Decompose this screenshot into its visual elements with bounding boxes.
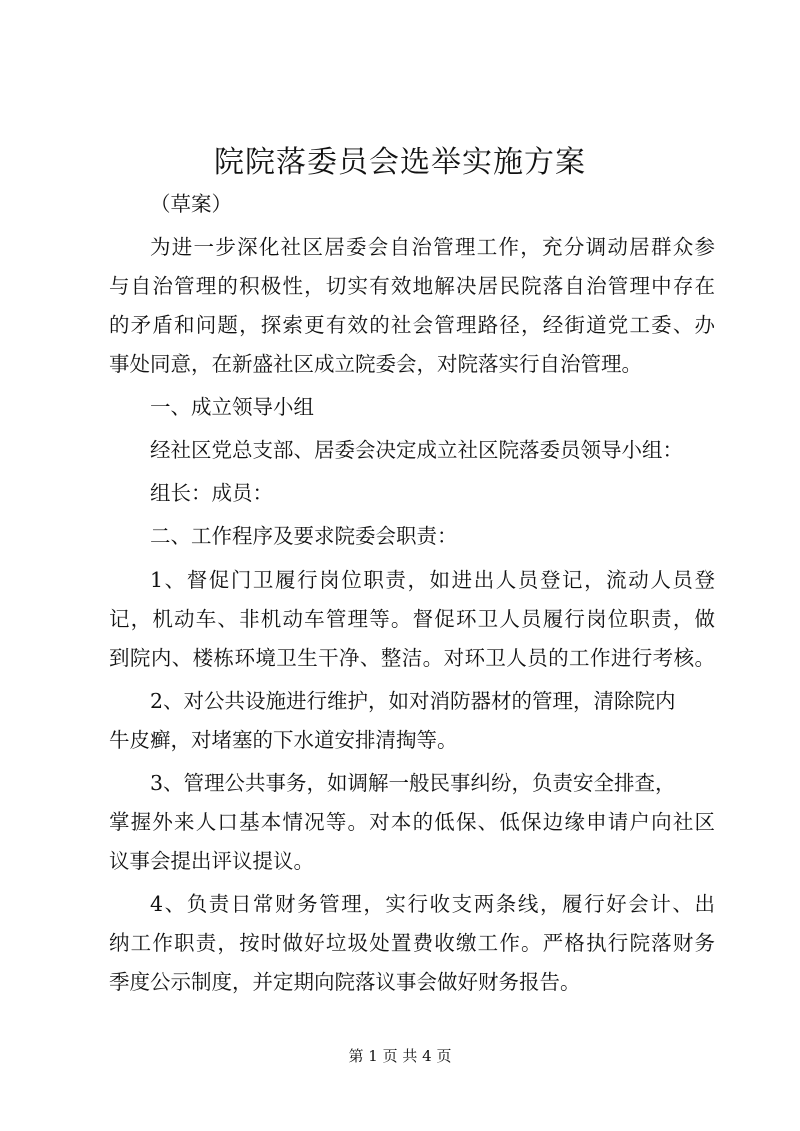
paragraph-line: 季度公示制度，并定期向院落议事会做好财务报告。: [109, 970, 581, 994]
section-heading: 二、工作程序及要求院委会职责：: [150, 524, 458, 548]
section-heading: 一、成立领导小组: [150, 395, 314, 419]
paragraph-line: 2、对公共设施进行维护，如对消防器材的管理，清除院内: [150, 689, 676, 713]
paragraph-line: 牛皮癣，对堵塞的下水道安排清掏等。: [109, 728, 458, 752]
paragraph-line: 掌握外来人口基本情况等。对本的低保、低保边缘申请户向社区: [109, 810, 715, 834]
paragraph-line: 3、管理公共事务，如调解一般民事纠纷，负责安全排查，: [150, 771, 676, 795]
paragraph-line: 记，机动车、非机动车管理等。督促环卫人员履行岗位职责，做: [109, 607, 715, 631]
draft-note: （草案）: [150, 192, 232, 216]
paragraph-line: 与自治管理的积极性，切实有效地解决居民院落自治管理中存在: [109, 274, 715, 298]
paragraph-line: 事处同意，在新盛社区成立院委会，对院落实行自治管理。: [109, 352, 642, 376]
paragraph-line: 议事会提出评议提议。: [109, 849, 314, 873]
document-title: 院院落委员会选举实施方案: [214, 145, 586, 180]
paragraph-line: 4、负责日常财务管理，实行收支两条线，履行好会计、出: [150, 892, 715, 916]
paragraph-line: 组长：成员：: [150, 481, 273, 505]
page-number: 第 1 页 共 4 页: [348, 1047, 452, 1065]
paragraph-line: 的矛盾和问题，探索更有效的社会管理路径，经街道党工委、办: [109, 313, 715, 337]
paragraph-line: 经社区党总支部、居委会决定成立社区院落委员领导小组：: [150, 438, 683, 462]
paragraph-line: 到院内、楼栋环境卫生干净、整洁。对环卫人员的工作进行考核。: [109, 646, 715, 670]
paragraph-line: 1、督促门卫履行岗位职责，如进出人员登记，流动人员登: [150, 568, 715, 592]
paragraph-line: 纳工作职责，按时做好垃圾处置费收缴工作。严格执行院落财务: [109, 931, 715, 955]
paragraph-line: 为进一步深化社区居委会自治管理工作，充分调动居群众参: [150, 235, 715, 259]
